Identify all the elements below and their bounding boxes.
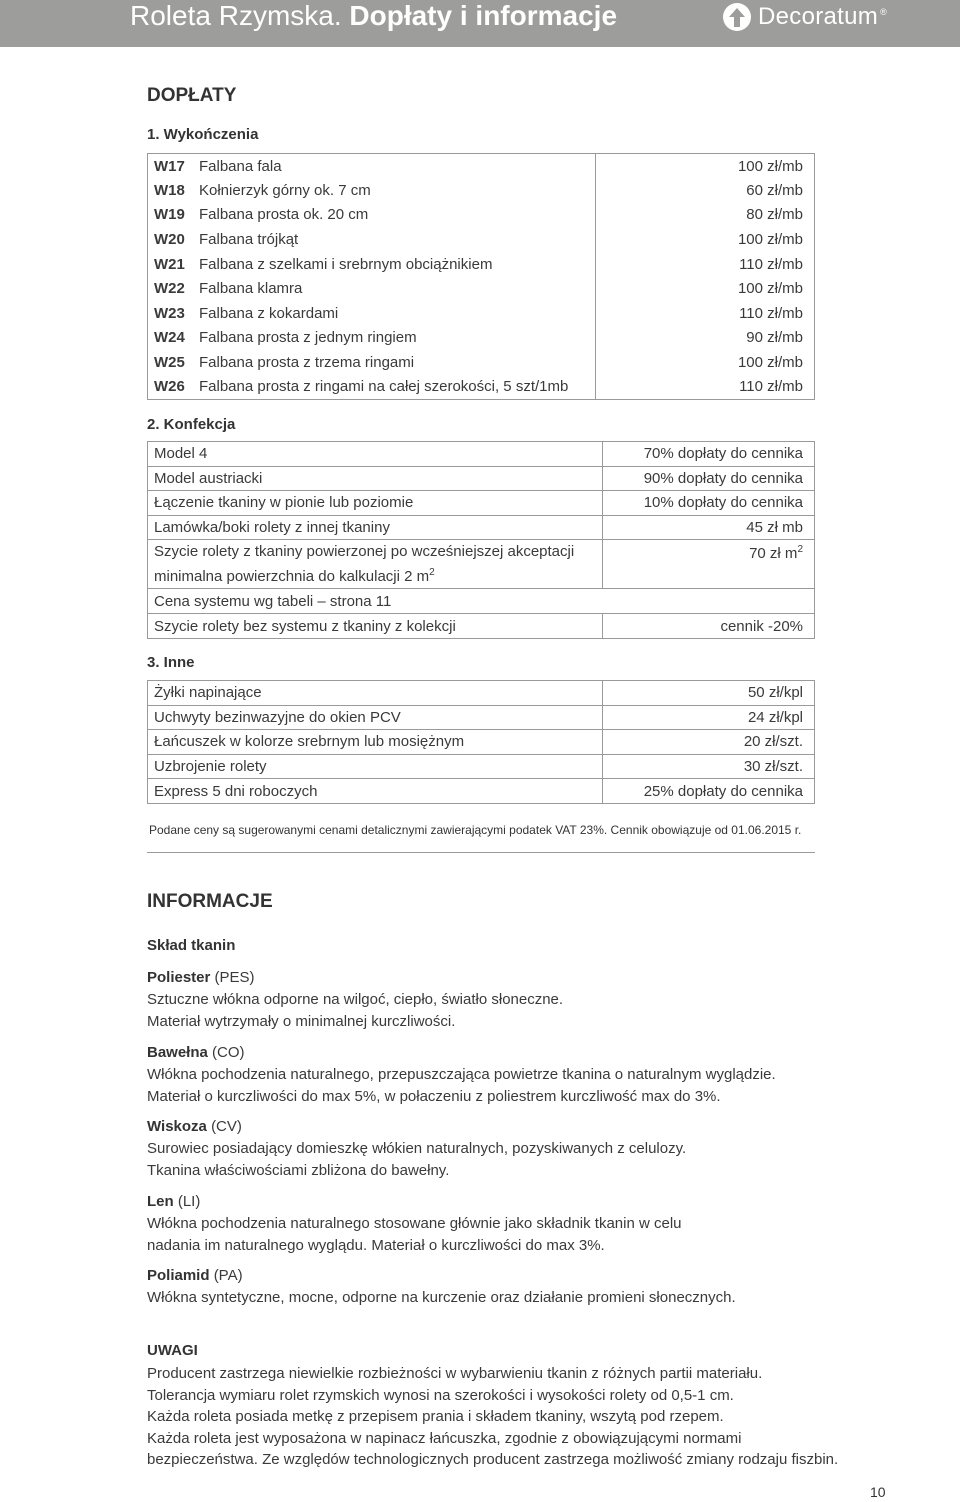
- fabric-description: Materiał o kurczliwości do max 5%, w połaczeniu z poliestrem kurczliwość max do 3%.: [147, 1088, 721, 1105]
- page-header: [0, 0, 960, 47]
- finish-name-cell: [148, 276, 596, 301]
- finish-code: W21: [154, 255, 185, 273]
- inne-price: 25% dopłaty do cennika: [603, 779, 815, 804]
- finish-name-cell: [148, 375, 596, 400]
- finish-code: W24: [154, 329, 185, 347]
- fabric-description: Włókna syntetyczne, mocne, odporne na kurczenie oraz działanie promieni słonecznych.: [147, 1289, 736, 1306]
- uwagi-title: UWAGI: [147, 1342, 198, 1359]
- inne-price: 50 zł/kpl: [603, 681, 815, 706]
- decoratum-logo: [722, 1, 887, 33]
- informacje-title: INFORMACJE: [147, 891, 273, 912]
- table-row: [148, 326, 815, 351]
- inne-price: 24 zł/kpl: [603, 705, 815, 730]
- fabric-abbr: (LI): [177, 1193, 201, 1210]
- table-row: [148, 614, 815, 639]
- inne-name: Żyłki napinające: [148, 681, 603, 706]
- finish-code: W20: [154, 231, 185, 249]
- finish-name-cell: [148, 252, 596, 277]
- table-row: [148, 466, 815, 491]
- fabric-abbr: (CO): [212, 1044, 245, 1061]
- finish-price: 90 zł/mb: [596, 326, 815, 351]
- table-row: [148, 442, 815, 467]
- inne-price: 20 zł/szt.: [603, 730, 815, 755]
- konfekcja-name: Lamówka/boki rolety z innej tkaniny: [148, 515, 603, 540]
- logo-text: Decoratum: [758, 3, 879, 30]
- table-row: [148, 730, 815, 755]
- konfekcja-name: Łączenie tkaniny w pionie lub poziomie: [148, 491, 603, 516]
- szycie-label: Szycie rolety z tkaniny powierzonej po wcześniejszej akceptacji minimalna powierzchnia do kalkulacji 2 $m^2$: [148, 540, 603, 589]
- bez-systemu-label: Szycie rolety bez systemu z tkaniny z kolekcji: [148, 614, 603, 639]
- fabric-heading: [147, 967, 847, 989]
- fabric-entry: [147, 1191, 847, 1257]
- table-row: [148, 779, 815, 804]
- finish-name: Falbana klamra: [199, 280, 303, 298]
- section-1-title: 1. Wykończenia: [147, 126, 259, 143]
- fabric-entry: [147, 967, 847, 1033]
- finish-name-cell: [148, 154, 596, 179]
- divider: [147, 852, 815, 853]
- table-row: [148, 375, 815, 400]
- finish-code: W22: [154, 280, 185, 298]
- finish-name: Falbana prosta z ringami na całej szerokości, 5 szt/1mb: [199, 378, 569, 396]
- fabric-entry: [147, 1042, 847, 1108]
- finish-name: Falbana prosta z jednym ringiem: [199, 329, 417, 347]
- cena-systemu-label: Cena systemu wg tabeli – strona 11: [148, 589, 603, 614]
- table-row: [148, 754, 815, 779]
- table-row: [148, 276, 815, 301]
- finish-name-cell: [148, 326, 596, 351]
- fabric-abbr: (CV): [211, 1118, 242, 1135]
- finish-price: 100 zł/mb: [596, 154, 815, 179]
- sklad-tkanin-title: Skład tkanin: [147, 937, 236, 954]
- finish-price: 110 zł/mb: [596, 375, 815, 400]
- fabric-description: Włókna pochodzenia naturalnego, przepuszczająca powietrze tkanina o naturalnym wyglądzie.: [147, 1066, 776, 1083]
- fabric-name: Wiskoza: [147, 1118, 207, 1135]
- fabric-name: Poliamid: [147, 1267, 210, 1284]
- finish-name: Falbana prosta ok. 20 cm: [199, 206, 369, 224]
- uwagi-line: Każda roleta posiada metkę z przepisem prania i składem tkaniny, wszytą pod rzepem.: [147, 1408, 724, 1425]
- inne-price: 30 zł/szt.: [603, 754, 815, 779]
- fabric-description: Materiał wytrzymały o minimalnej kurczliwości.: [147, 1013, 456, 1030]
- finish-code: W18: [154, 181, 185, 199]
- finish-name: Falbana prosta z trzema ringami: [199, 354, 415, 372]
- finish-price: 110 zł/mb: [596, 301, 815, 326]
- finish-code: W19: [154, 206, 185, 224]
- section-3-title: 3. Inne: [147, 654, 195, 671]
- fabric-entry: [147, 1265, 847, 1309]
- table-row: [148, 540, 815, 589]
- table-row: [148, 681, 815, 706]
- page-number: 10: [870, 1484, 886, 1500]
- finish-name-cell: [148, 203, 596, 228]
- fabric-abbr: (PA): [213, 1267, 243, 1284]
- uwagi-line: bezpieczeństwa. Ze względów technologicznych producent zastrzega możliwość zmiany rodzaju fiszbin.: [147, 1451, 839, 1468]
- finish-name: Falbana z kokardami: [199, 304, 339, 322]
- table-row: [148, 589, 815, 614]
- konfekcja-price: 45 zł mb: [603, 515, 815, 540]
- price-note: Podane ceny są sugerowanymi cenami detalicznymi zawierającymi podatek VAT 23%. Cennik obowiązuje od 01.06.2015 r.: [149, 823, 802, 837]
- fabric-abbr: (PES): [214, 969, 255, 986]
- section-2-table: [147, 441, 815, 639]
- inne-name: Łańcuszek w kolorze srebrnym lub mosiężnym: [148, 730, 603, 755]
- konfekcja-name: Model austriacki: [148, 466, 603, 491]
- konfekcja-price: 70% dopłaty do cennika: [603, 442, 815, 467]
- uwagi-list: [147, 1363, 887, 1471]
- table-row: [148, 203, 815, 228]
- doplaty-title: DOPŁATY: [147, 85, 237, 106]
- konfekcja-name: Model 4: [148, 442, 603, 467]
- table-row: [148, 491, 815, 516]
- fabric-description: Tkanina właściwościami zbliżona do bawełny.: [147, 1162, 450, 1179]
- finish-price: 80 zł/mb: [596, 203, 815, 228]
- finish-code: W17: [154, 157, 185, 175]
- finish-price: 110 zł/mb: [596, 252, 815, 277]
- finish-code: W26: [154, 378, 185, 396]
- table-row: [148, 227, 815, 252]
- finish-name: Falbana trójkąt: [199, 231, 299, 249]
- finish-price: 100 zł/mb: [596, 276, 815, 301]
- finish-name-cell: [148, 227, 596, 252]
- fabric-description: Włókna pochodzenia naturalnego stosowane głównie jako składnik tkanin w celu: [147, 1215, 682, 1232]
- szycie-price: 70 zł $m^2$: [603, 540, 815, 589]
- fabric-name: Bawełna: [147, 1044, 208, 1061]
- bez-systemu-price: cennik -20%: [603, 614, 815, 639]
- table-row: [148, 252, 815, 277]
- fabric-heading: [147, 1265, 847, 1287]
- fabric-name: Poliester: [147, 969, 211, 986]
- logo-mark-icon: [722, 2, 752, 32]
- finish-code: W25: [154, 354, 185, 372]
- uwagi-line: Tolerancja wymiaru rolet rzymskich wynosi na szerokości i wysokości rolety od 0,5-1 cm.: [147, 1386, 734, 1404]
- fabric-heading: [147, 1042, 847, 1064]
- page-title: Roleta Rzymska. Dopłaty i informacje: [130, 0, 618, 31]
- finish-price: 60 zł/mb: [596, 178, 815, 203]
- table-row: [148, 515, 815, 540]
- fabric-name: Len: [147, 1193, 174, 1210]
- table-row: [148, 705, 815, 730]
- inne-name: Uchwyty bezinwazyjne do okien PCV: [148, 705, 603, 730]
- fabric-heading: [147, 1191, 847, 1213]
- konfekcja-price: 90% dopłaty do cennika: [603, 466, 815, 491]
- uwagi-line: Każda roleta jest wyposażona w napinacz łańcuszka, zgodnie z obowiązującymi normami: [147, 1429, 742, 1447]
- finish-name-cell: [148, 301, 596, 326]
- uwagi-line: Producent zastrzega niewielkie rozbieżności w wybarwieniu tkanin z różnych partii materiału.: [147, 1365, 763, 1382]
- table-row: [148, 154, 815, 179]
- table-row: [148, 178, 815, 203]
- section-2-title: 2. Konfekcja: [147, 416, 236, 433]
- section-3-table: [147, 680, 815, 804]
- table-row: [148, 301, 815, 326]
- finish-code: W23: [154, 304, 185, 322]
- konfekcja-price: 10% dopłaty do cennika: [603, 491, 815, 516]
- fabric-description: Surowiec posiadający domieszkę włókien naturalnych, pozyskiwanych z celulozy.: [147, 1140, 687, 1157]
- table-row: [148, 350, 815, 375]
- fabric-heading: [147, 1116, 847, 1138]
- finish-price: 100 zł/mb: [596, 350, 815, 375]
- fabric-description: nadania im naturalnego wyglądu. Materiał o kurczliwości do max 3%.: [147, 1237, 605, 1254]
- inne-name: Uzbrojenie rolety: [148, 754, 603, 779]
- logo-registered-mark: ®: [880, 7, 887, 17]
- fabric-entry: [147, 1116, 847, 1182]
- fabric-description: Sztuczne włókna odporne na wilgoć, ciepło, światło słoneczne.: [147, 991, 564, 1008]
- finish-name: Kołnierzyk górny ok. 7 cm: [199, 181, 371, 199]
- finish-name: Falbana fala: [199, 157, 282, 175]
- section-1-table: [147, 153, 815, 400]
- finish-name: Falbana z szelkami i srebrnym obciążnikiem: [199, 255, 493, 273]
- inne-name: Express 5 dni roboczych: [148, 779, 603, 804]
- finish-name-cell: [148, 178, 596, 203]
- finish-price: 100 zł/mb: [596, 227, 815, 252]
- finish-name-cell: [148, 350, 596, 375]
